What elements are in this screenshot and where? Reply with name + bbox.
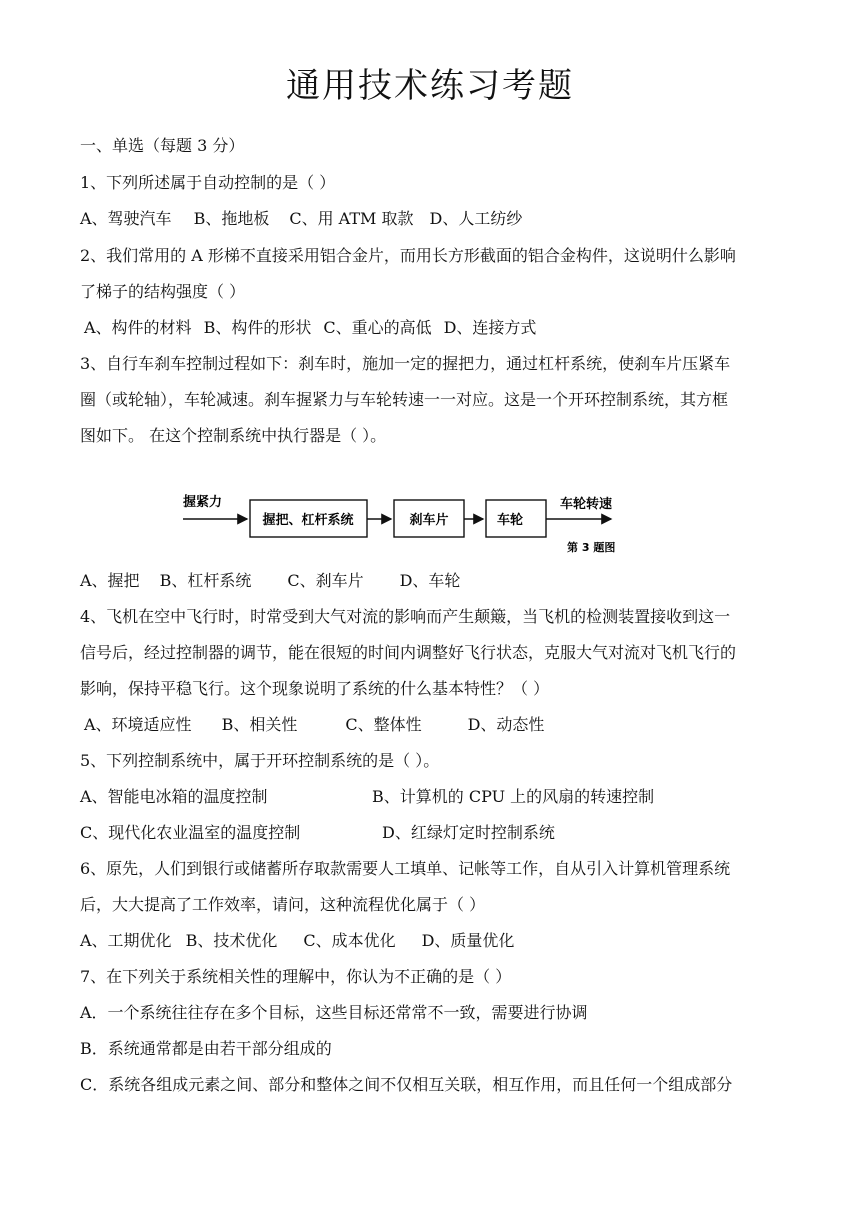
q5-option-c: C、现代化农业温室的温度控制 — [80, 823, 301, 842]
q4-stem-line3: 影响，保持平稳飞行。这个现象说明了系统的什么基本特性？（ ） — [80, 679, 550, 698]
q1-option-a: A、驾驶汽车 — [80, 209, 172, 228]
q7-option-a: A．一个系统往往存在多个目标，这些目标还常常不一致，需要进行协调 — [80, 1003, 588, 1022]
q4-option-b: B、相关性 — [221, 715, 298, 734]
diagram-block-handle-lever-label: 握把、杠杆系统 — [262, 513, 354, 528]
q6-option-d: D、质量优化 — [421, 931, 515, 950]
diagram-block-wheel-label: 车轮 — [496, 513, 524, 528]
section-heading: 一、单选（每题 3 分） — [80, 136, 245, 155]
q2-options — [84, 317, 536, 339]
q4-option-d: D、动态性 — [467, 715, 545, 734]
q2-option-c: C、重心的高低 — [323, 318, 432, 337]
q5-stem: 5、下列控制系统中，属于开环控制系统的是（ ）。 — [80, 751, 440, 770]
q1-option-d: D、人工纺纱 — [429, 209, 523, 228]
q1-option-c: C、用 ATM 取款 — [289, 209, 414, 228]
q1-options — [80, 208, 522, 230]
diagram-caption: 第 3 题图 — [567, 541, 616, 554]
q2-stem-line2: 了梯子的结构强度（ ） — [80, 282, 246, 301]
q4-stem-line2: 信号后，经过控制器的调节，能在很短的时间内调整好飞行状态，克服大气对流对飞机飞行的 — [80, 643, 737, 662]
q2-option-a: A、构件的材料 — [84, 318, 192, 337]
q7-option-c: C．系统各组成元素之间、部分和整体之间不仅相互关联，相互作用，而且任何一个组成部分 — [80, 1075, 733, 1094]
q3-option-d: D、车轮 — [399, 571, 461, 590]
q6-option-b: B、技术优化 — [185, 931, 278, 950]
q1-stem: 1、下列所述属于自动控制的是（ ） — [80, 173, 336, 192]
q3-option-b: B、杠杆系统 — [159, 571, 252, 590]
q3-stem-line3: 图如下。 在这个控制系统中执行器是（ ）。 — [80, 426, 387, 445]
diagram-output-label: 车轮转速 — [560, 497, 613, 512]
q2-option-d: D、连接方式 — [443, 318, 537, 337]
diagram-block-brake-pad-label: 刹车片 — [409, 513, 449, 528]
q3-stem-line2: 圈（或轮轴），车轮减速。刹车握紧力与车轮转速一一对应。这是一个开环控制系统，其方框 — [80, 390, 729, 409]
q2-option-b: B、构件的形状 — [203, 318, 312, 337]
page-title: 通用技术练习考题 — [286, 66, 574, 106]
q4-option-c: C、整体性 — [345, 715, 422, 734]
q6-option-a: A、工期优化 — [80, 931, 172, 950]
q6-option-c: C、成本优化 — [303, 931, 396, 950]
q3-block-diagram — [0, 480, 860, 560]
q6-options — [80, 930, 514, 952]
q6-stem-line1: 6、原先，人们到银行或储蓄所存取款需要人工填单、记帐等工作，自从引入计算机管理系统 — [80, 859, 731, 878]
q7-stem: 7、在下列关于系统相关性的理解中，你认为不正确的是（ ） — [80, 967, 512, 986]
q4-stem-line1: 4、飞机在空中飞行时，时常受到大气对流的影响而产生颠簸，当飞机的检测装置接收到这一 — [80, 607, 731, 626]
q4-option-a: A、环境适应性 — [84, 715, 192, 734]
q6-stem-line2: 后，大大提高了工作效率，请问，这种流程优化属于（ ） — [80, 895, 486, 914]
q5-option-b: B、计算机的 CPU 上的风扇的转速控制 — [372, 787, 655, 806]
q2-stem-line1: 2、我们常用的 A 形梯不直接采用铝合金片，而用长方形截面的铝合金构件，这说明什么影响 — [80, 246, 736, 265]
q7-option-b: B．系统通常都是由若干部分组成的 — [80, 1039, 332, 1058]
q3-options — [80, 570, 460, 592]
q3-option-a: A、握把 — [80, 571, 140, 590]
q1-option-b: B、拖地板 — [193, 209, 270, 228]
q5-option-d: D、红绿灯定时控制系统 — [382, 823, 555, 842]
q3-stem-line1: 3、自行车刹车控制过程如下：刹车时，施加一定的握把力，通过杠杆系统，使刹车片压紧车 — [80, 354, 731, 373]
q4-options — [84, 714, 544, 736]
q5-option-a: A、智能电冰箱的温度控制 — [80, 787, 268, 806]
diagram-input-label: 握紧力 — [183, 495, 223, 510]
q3-option-c: C、刹车片 — [287, 571, 364, 590]
